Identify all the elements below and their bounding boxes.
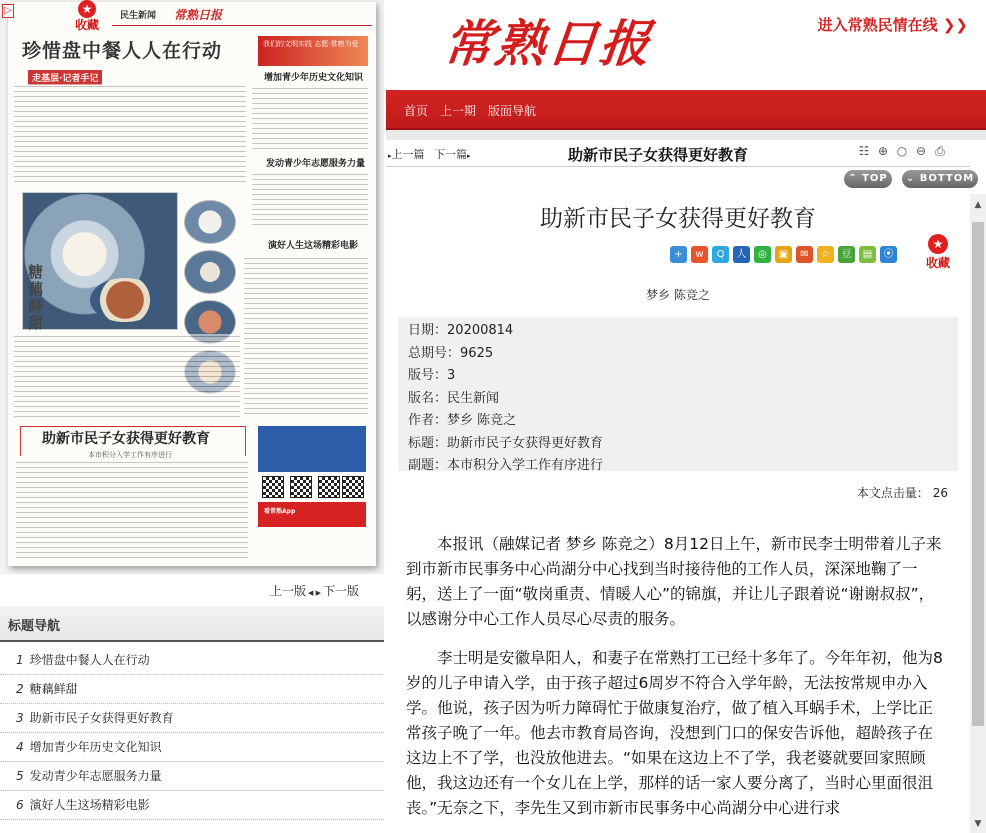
paper-ad-block — [258, 426, 366, 472]
meta-row: 版名：民生新闻 — [408, 390, 500, 406]
print-icon[interactable]: ⎙ — [935, 144, 945, 158]
toolbar-divider — [386, 166, 970, 167]
toc-item[interactable]: 1 珍惜盘中餐人人在行动 — [0, 646, 384, 675]
paper-text-block — [14, 84, 246, 182]
meta-row: 总期号：9625 — [408, 345, 494, 361]
minqing-online-link[interactable]: 进入常熟民情在线 ❯❯ — [817, 16, 968, 34]
article-paragraph: 本报讯（融媒记者 梦乡 陈竞之）8月12日上午，新市民李士明带着儿子来到市新市民事务中心尚湖分中心找到当时接待他的工作人员，深深地鞠了一躬，送上了一面“敬岗重责、情暖人心”的锦旗，并让儿子跟着说“谢谢叔叔”，以感谢分中心工作人员尽心尽责的服务。 — [406, 535, 942, 628]
paper-photo-bowl — [90, 278, 160, 322]
article-content[interactable] — [386, 194, 970, 833]
paper-text-block — [252, 172, 368, 228]
share-renren-icon[interactable]: 人 — [733, 246, 750, 263]
page-navigation — [270, 582, 359, 599]
toc-item[interactable]: 2 糖藕鲜甜 — [0, 675, 384, 704]
share-more-icon[interactable]: ⦿ — [880, 246, 897, 263]
prev-page-link[interactable]: 上一版 — [270, 584, 307, 598]
article-meta-box — [398, 317, 958, 471]
paper-tag: 走基层·记者手记 — [28, 70, 102, 85]
paper-big-title: 糖藕鲜甜 — [28, 263, 44, 332]
expand-arrow-icon[interactable]: ▷ — [2, 4, 14, 18]
share-plus-icon[interactable]: + — [670, 246, 687, 263]
toc-item[interactable]: 3 助新市民子女获得更好教育 — [0, 704, 384, 733]
meta-row: 版号：3 — [408, 368, 456, 383]
prev-article-link[interactable]: ▸上一篇 — [388, 148, 425, 161]
qr-code-icon — [318, 476, 340, 498]
zoom-reset-icon[interactable]: ○ — [896, 144, 908, 158]
notes-icon[interactable]: ☷ — [858, 144, 870, 158]
scroll-bottom-button[interactable]: ⌄ BOTTOM — [902, 170, 978, 188]
favorite-label: 收藏 — [74, 18, 99, 32]
favorite-label: 收藏 — [925, 256, 950, 270]
paper-box-subtitle: 本市积分入学工作有序进行 — [88, 451, 172, 459]
paper-photo — [184, 200, 236, 244]
triangle-right-icon: ▸ — [388, 152, 392, 160]
paper-section-name: 民生新闻 — [120, 11, 157, 21]
site-logo[interactable]: 常熟日报 — [440, 14, 655, 73]
star-icon: ★ — [78, 0, 96, 18]
next-page-link[interactable]: 下一版 — [323, 584, 360, 598]
paper-text-block — [244, 256, 368, 416]
toc-list — [0, 646, 384, 820]
meta-row: 作者：梦乡 陈竞之 — [408, 413, 517, 428]
right-panel — [386, 0, 986, 833]
divider-strip — [386, 130, 986, 140]
nav-home-link[interactable]: 首页 — [404, 104, 429, 118]
paper-text-block — [14, 334, 240, 420]
share-mail-icon[interactable]: ▤ — [859, 246, 876, 263]
site-header — [386, 0, 986, 90]
star-icon: ★ — [928, 234, 948, 254]
paper-text-block — [252, 86, 368, 152]
paper-masthead — [112, 6, 372, 26]
scrollbar-thumb[interactable] — [972, 222, 984, 726]
toc-item[interactable]: 6 演好人生这场精彩电影 — [0, 791, 384, 820]
newspaper-page-thumbnail-frame — [0, 0, 384, 574]
qr-code-icon — [262, 476, 284, 498]
paper-box-title: 助新市民子女获得更好教育 — [42, 431, 210, 447]
paper-banner: 我们的文明实践 志愿·常熟为爱 — [258, 36, 368, 66]
paper-subhead: 演好人生这场精彩电影 — [268, 241, 359, 251]
favorite-button-left[interactable] — [72, 0, 102, 32]
paper-subhead: 发动青少年志愿服务力量 — [266, 159, 366, 169]
meta-row: 标题：助新市民子女获得更好教育 — [408, 435, 604, 451]
share-douban-icon[interactable]: 豆 — [838, 246, 855, 263]
qr-code-icon — [342, 476, 364, 498]
paper-photo — [184, 250, 236, 294]
scroll-up-arrow-icon[interactable]: ▲ — [974, 200, 982, 210]
next-article-link[interactable]: 下一篇▸ — [434, 148, 471, 161]
toc-item[interactable]: 4 增加青少年历史文化知识 — [0, 733, 384, 762]
paper-app-ad: 看常熟App — [258, 502, 366, 527]
share-bar — [670, 242, 901, 262]
paper-logo: 常熟日报 — [174, 8, 223, 22]
toc-item[interactable]: 5 发动青少年志愿服务力量 — [0, 762, 384, 791]
share-qzone-icon[interactable]: Q — [712, 246, 729, 263]
paper-headline: 珍惜盘中餐人人在行动 — [22, 40, 223, 62]
article-tools — [856, 140, 951, 159]
page-arrows-icon: ◀ ▶ — [308, 589, 322, 597]
article-body — [406, 532, 946, 833]
click-count: 本文点击量： 26 — [856, 486, 948, 500]
article-author: 梦乡 陈竞之 — [646, 288, 710, 302]
scroll-top-button[interactable]: ⌃ TOP — [844, 170, 892, 188]
meta-row: 日期：20200814 — [408, 323, 514, 338]
article-title: 助新市民子女获得更好教育 — [540, 206, 816, 232]
share-star-icon[interactable]: ☆ — [817, 246, 834, 263]
paper-text-block — [16, 460, 248, 560]
zoom-in-icon[interactable]: ⊕ — [877, 144, 889, 158]
nav-layout-link[interactable]: 版面导航 — [488, 104, 537, 118]
article-bar-title: 助新市民子女获得更好教育 — [568, 146, 749, 164]
qr-code-icon — [290, 476, 312, 498]
triangle-right-icon: ▸ — [467, 152, 471, 160]
meta-row: 副题：本市积分入学工作有序进行 — [408, 458, 604, 473]
toc-heading: 标题导航 — [0, 606, 384, 642]
share-sohu-icon[interactable]: ▣ — [775, 246, 792, 263]
favorite-button[interactable] — [924, 234, 952, 271]
left-panel — [0, 0, 386, 833]
paper-subhead: 增加青少年历史文化知识 — [264, 73, 364, 83]
article-toolbar — [386, 140, 975, 194]
nav-prev-issue-link[interactable]: 上一期 — [440, 104, 477, 118]
article-paragraph: 李士明是安徽阜阳人，和妻子在常熟打工已经十多年了。今年年初，他为8岁的儿子申请入学，由于孩子超过6周岁不符合入学年龄，无法按常规申办入学。他说，孩子因为听力障碍忙于做康复治疗，做了植入耳蜗手术，上学比正常孩子晚了一年。他去市教育局咨询，没想到门口的保安告诉他，超龄孩子在这边上不了学，也没放他进去。“如果在这边上不了学，我老婆就要回家照顾他，我这边还有一个女儿在上学，那样的话一家人要分离了，当时心里面很沮丧。”无奈之下，李先生又到市新市民事务中心尚湖分中心进行求 — [406, 649, 943, 817]
scroll-down-arrow-icon[interactable]: ▼ — [974, 819, 982, 829]
vertical-scrollbar[interactable] — [970, 194, 986, 833]
share-wechat-icon[interactable]: ◎ — [754, 246, 771, 263]
zoom-out-icon[interactable]: ⊖ — [915, 144, 927, 158]
newspaper-page-image[interactable] — [8, 2, 376, 566]
main-nav-bar — [386, 90, 986, 130]
share-kaixin-icon[interactable]: ✉ — [796, 246, 813, 263]
share-weibo-icon[interactable]: w — [691, 246, 708, 263]
